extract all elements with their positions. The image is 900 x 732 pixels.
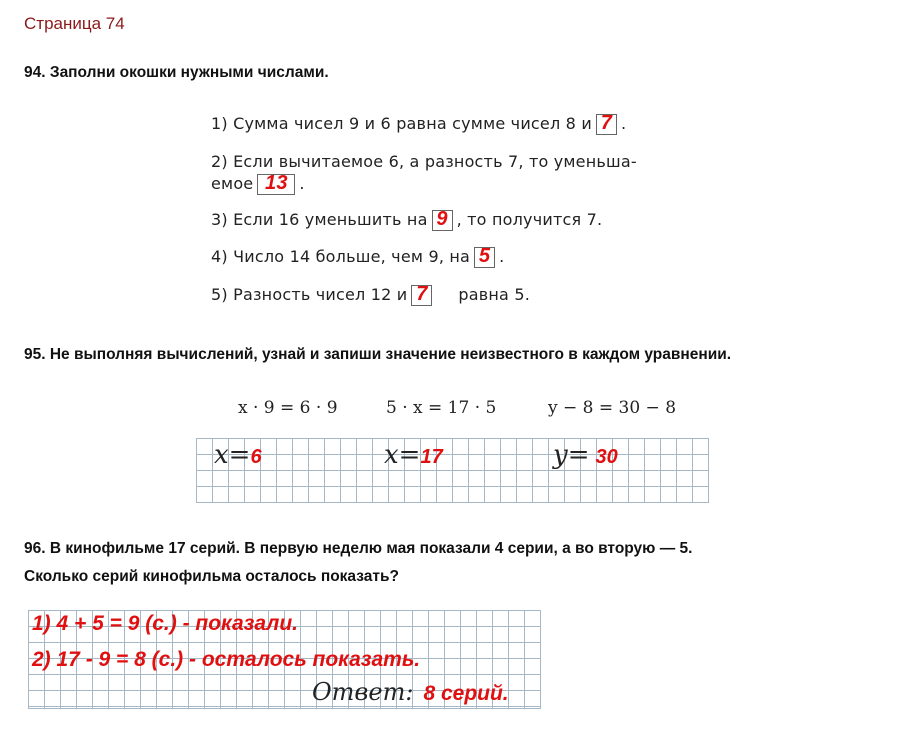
answer-3: 9	[436, 208, 448, 230]
answer-box-4[interactable]	[474, 247, 495, 268]
line-5-text-b: равна 5.	[458, 285, 531, 304]
value-3: 30	[595, 446, 618, 468]
task-94-line-1	[211, 114, 626, 135]
line-2-period: .	[299, 174, 305, 193]
line-1-period: .	[620, 114, 627, 133]
task-94-line-5	[211, 285, 530, 306]
answer-grid-95	[196, 438, 709, 503]
answer-1: 7	[600, 112, 613, 134]
solution-step-2: 2) 17 - 9 = 8 (с.) - осталось показать.	[32, 648, 421, 671]
var-x-2: x=	[384, 440, 421, 470]
task-94-line-3	[211, 210, 602, 231]
var-y-3: y=	[553, 440, 590, 470]
solution-step-1: 1) 4 + 5 = 9 (с.) - показали.	[32, 612, 299, 635]
line-4-text: 4) Число 14 больше, чем 9, на	[211, 247, 471, 266]
answer-5: 7	[416, 283, 428, 305]
line-3-text-b: , то получится 7.	[456, 210, 603, 229]
page-number-label: Страница 74	[24, 14, 125, 33]
var-x-1: x=	[214, 440, 251, 470]
equation-1: x · 9 = 6 · 9	[238, 398, 338, 418]
answer-label: Ответ:	[312, 678, 414, 706]
task-96-title-line-1: 96. В кинофильме 17 серий. В первую неделю мая показали 4 серии, а во вторую — 5.	[24, 540, 693, 557]
line-5-text-a: 5) Разность чисел 12 и	[211, 285, 408, 304]
value-1: 6	[250, 446, 262, 468]
equation-2: 5 · x = 17 · 5	[386, 398, 497, 418]
task-94-line-2a: 2) Если вычитаемое 6, а разность 7, то уменьша-	[211, 152, 637, 171]
answer-4: 5	[478, 245, 491, 267]
answer-95-3	[553, 440, 618, 470]
task-94-line-2b	[211, 174, 305, 195]
task-94-line-4	[211, 247, 504, 268]
answer-95-2	[384, 440, 443, 470]
answer-box-3[interactable]	[432, 210, 453, 231]
answer-95-1	[214, 440, 262, 470]
answer-box-1[interactable]	[596, 114, 617, 135]
answer-2: 13	[265, 172, 288, 194]
task-94-title: 94. Заполни окошки нужными числами.	[24, 64, 329, 81]
line-4-period: .	[499, 247, 505, 266]
answer-box-2[interactable]	[257, 174, 295, 195]
answer-box-5[interactable]	[411, 285, 432, 306]
task-95-title: 95. Не выполняя вычислений, узнай и запиши значение неизвестного в каждом уравнении.	[24, 346, 732, 363]
line-3-text-a: 3) Если 16 уменьшить на	[211, 210, 428, 229]
value-2: 17	[420, 446, 443, 468]
answer-value: 8 серий.	[423, 682, 509, 705]
line-2-text: емое	[211, 174, 254, 193]
answer-line-96	[312, 678, 509, 706]
equation-3: y − 8 = 30 − 8	[548, 398, 677, 418]
task-96-title-line-2: Сколько серий кинофильма осталось показать?	[24, 568, 399, 585]
line-1-text: 1) Сумма чисел 9 и 6 равна сумме чисел 8 и	[211, 114, 592, 133]
